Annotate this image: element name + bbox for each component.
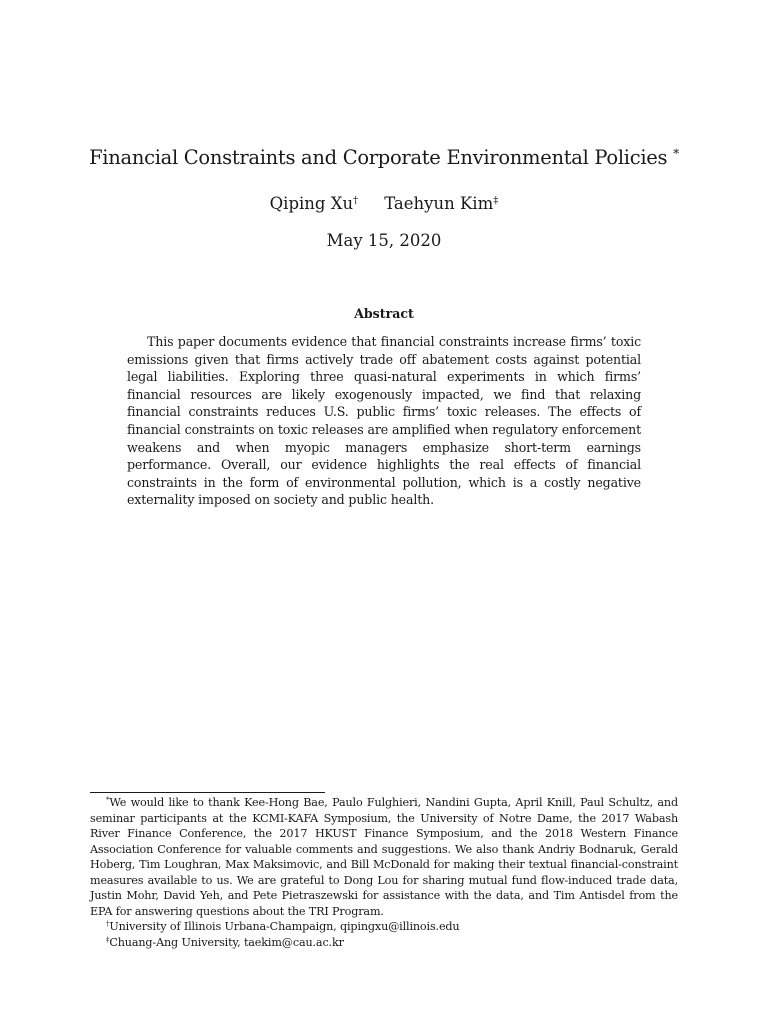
footnote-1-mark: * xyxy=(106,796,110,805)
paper-title xyxy=(0,146,768,169)
author-1-name: Qiping Xu xyxy=(269,194,354,213)
abstract-heading: Abstract xyxy=(354,306,414,321)
author-list xyxy=(0,194,768,213)
author-1 xyxy=(270,194,359,213)
author-2 xyxy=(384,194,498,213)
footnote-rule xyxy=(90,792,325,793)
footnote-2-text: University of Illinois Urbana-Champaign, xyxy=(109,920,340,933)
author-2-mark: ‡ xyxy=(493,195,499,207)
abstract-body: This paper documents evidence that financial constraints increase firms’ toxic emissions given that firms actively trade off abatement costs against potential legal liabilities. Exploring three quasi-natural experiments in which firms’ financial resources are likely exogenously impacted, we find that relaxing financial constraints reduces U.S. public firms’ toxic releases. The effects of financial constraints on toxic releases are amplified when regulatory enforcement weakens and when myopic managers emphasize short-term earnings performance. Overall, our evidence highlights the real effects of financial constraints in the form of environmental pollution, which is a costly negative externality imposed on society and public health. xyxy=(127,334,641,508)
title-footnote-mark: * xyxy=(673,146,679,161)
footnote-affiliation-2 xyxy=(90,935,678,951)
footnote-affiliation-1 xyxy=(90,919,678,935)
author-1-mark: † xyxy=(353,195,359,207)
email-link-1[interactable]: qipingxu@illinois.edu xyxy=(339,920,460,933)
paper-date: May 15, 2020 xyxy=(326,231,442,250)
footnote-acknowledgements xyxy=(90,795,678,919)
footnote-3-text: Chuang-Ang University, xyxy=(109,935,244,949)
footnote-1-text: We would like to thank Kee-Hong Bae, Paulo Fulghieri, Nandini Gupta, April Knill, Paul Schultz, and seminar participants at the KCMI-KAFA Symposium, the University of Notre Dame, the 2017 Wabash River Finance Conference, the 2017 HKUST Finance Symposium, and the 2018 Western Finance Association Conference for valuable comments and suggestions. We also thank Andriy Bodnaruk, Gerald Hoberg, Tim Loughran, Max Maksimovic, and Bill McDonald for making their textual financial-constraint measures available to us. We are grateful to Dong Lou for sharing mutual fund flow-induced trade data, Justin Mohr, David Yeh, and Pete Pietraszewski for assistance with the data, and Tim Antisdel from the EPA for answering questions about the TRI Program. xyxy=(90,796,678,918)
footnote-2-mark: † xyxy=(106,920,110,929)
footnotes xyxy=(90,795,678,950)
email-link-2[interactable]: taekim@cau.ac.kr xyxy=(243,935,344,949)
paper-title-text: Financial Constraints and Corporate Environmental Policies xyxy=(89,146,668,169)
footnote-3-mark: ‡ xyxy=(106,935,110,944)
author-2-name: Taehyun Kim xyxy=(384,194,494,213)
